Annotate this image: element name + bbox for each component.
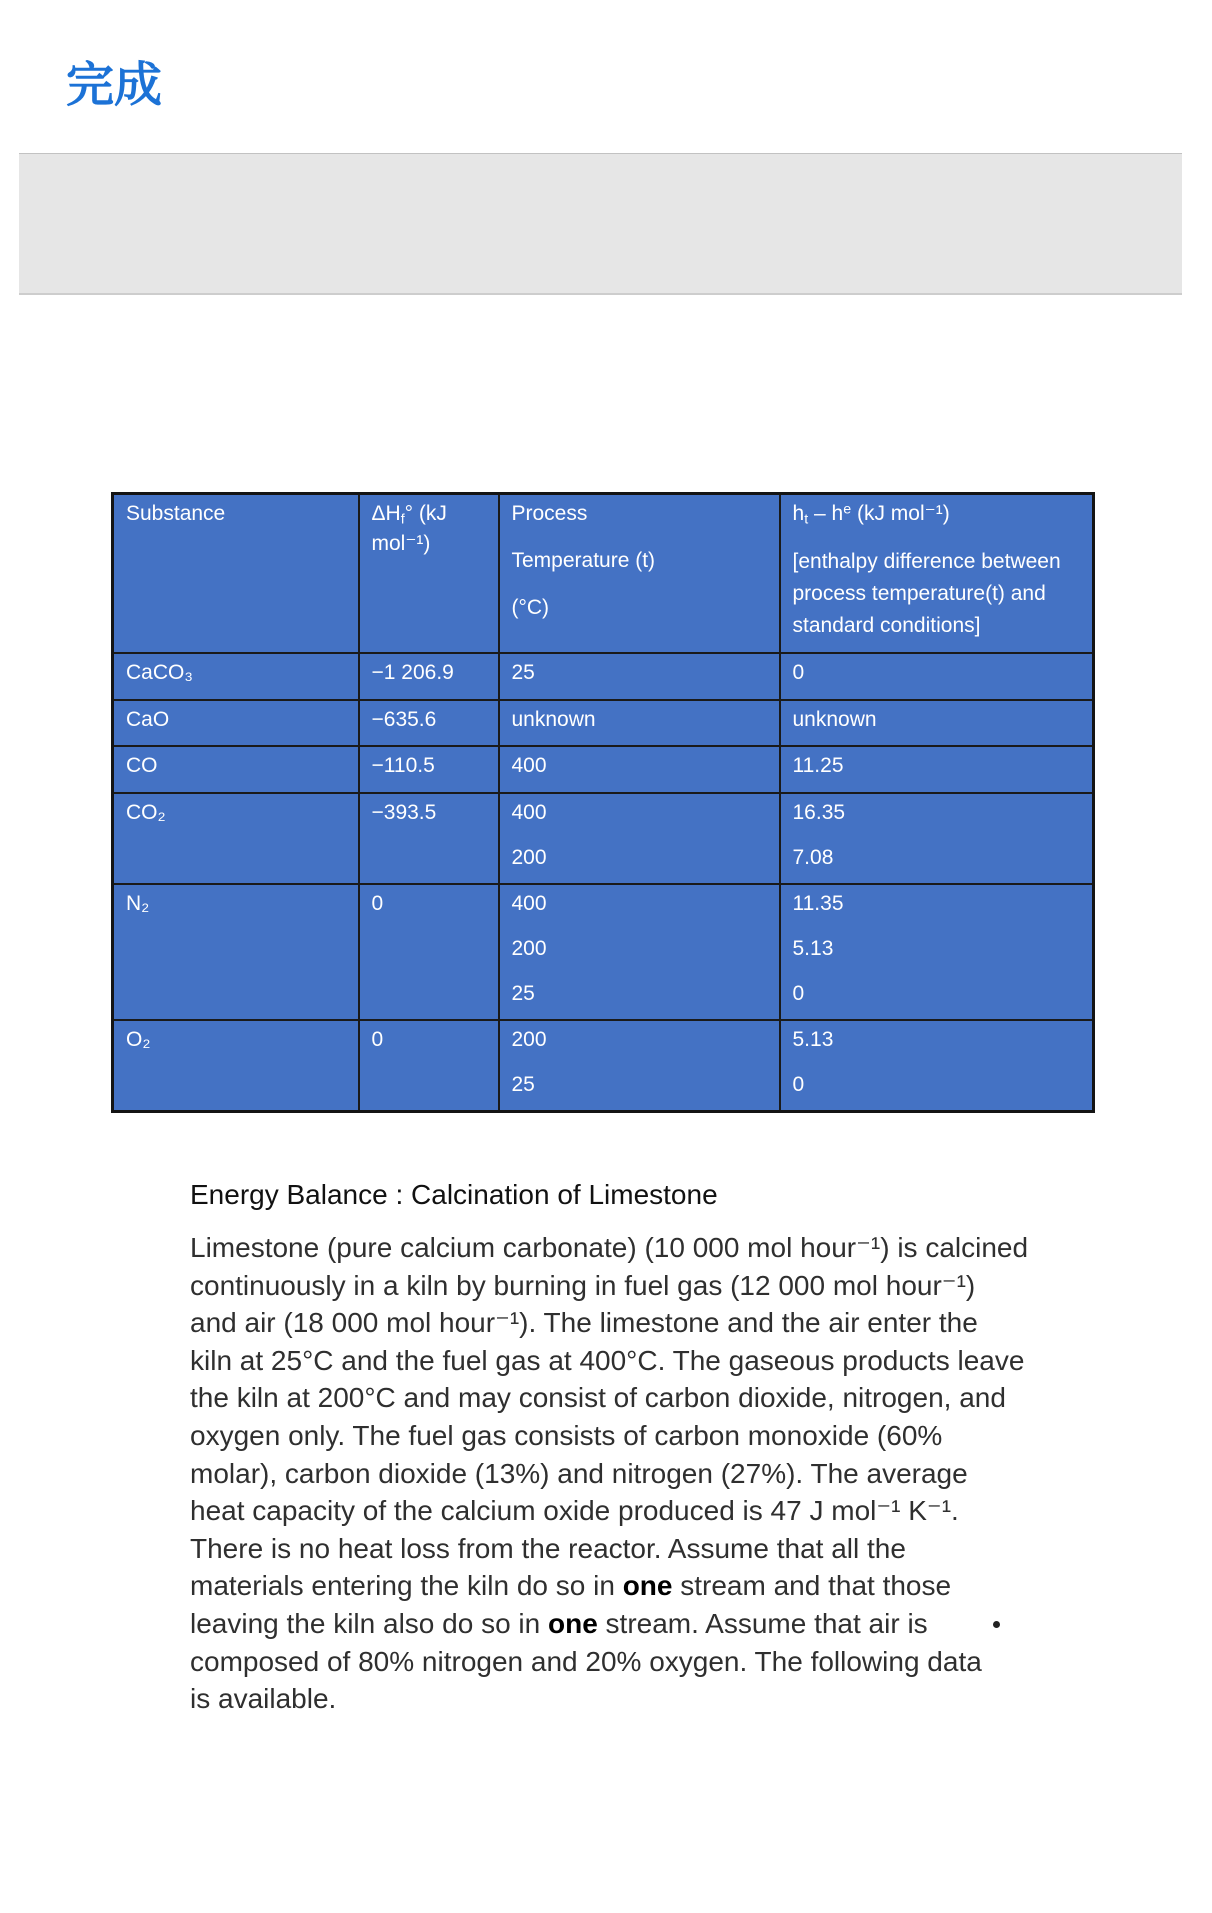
header-h-description bbox=[793, 546, 1083, 642]
article-line-text: leaving the kiln also do so in bbox=[190, 1607, 548, 1639]
header-enthalpy-formation bbox=[359, 494, 499, 653]
enthalpy-difference-value: 0 bbox=[792, 981, 805, 1005]
temperature-cell bbox=[499, 884, 780, 1020]
temperature-value: 25 bbox=[511, 1072, 535, 1096]
article-line: and air (18 000 mol hour⁻¹). The limestone and the air enter the bbox=[190, 1307, 978, 1339]
substance-cell: N₂ bbox=[113, 884, 359, 1020]
enthalpy-difference-value: 7.08 bbox=[792, 845, 834, 869]
table-row bbox=[113, 700, 1094, 746]
enthalpy-difference-value: 11.35 bbox=[792, 891, 844, 915]
temperature-cell bbox=[499, 793, 780, 884]
enthalpy-formation-cell: −110.5 bbox=[359, 746, 499, 793]
article-line: There is no heat loss from the reactor. Assume that all the bbox=[190, 1532, 906, 1564]
header-h-superscript: e bbox=[843, 501, 852, 518]
header-process-temperature bbox=[499, 494, 780, 653]
header-dh-symbol: ΔH bbox=[371, 502, 401, 525]
header-substance: Substance bbox=[113, 494, 359, 653]
article-line: molar), carbon dioxide (13%) and nitrogen (27%). The average bbox=[190, 1457, 968, 1489]
article-line: continuously in a kiln by burning in fuel gas (12 000 mol hour⁻¹) bbox=[190, 1269, 976, 1301]
header-dh-subscript: f bbox=[400, 511, 405, 528]
table-row bbox=[113, 793, 1094, 884]
header-dh-unit-start: ° (kJ bbox=[404, 502, 447, 525]
temperature-value: unknown bbox=[511, 707, 596, 731]
header-enthalpy-difference bbox=[780, 494, 1094, 653]
data-table-container bbox=[111, 492, 1092, 1113]
enthalpy-difference-cell bbox=[780, 884, 1094, 1020]
article-line: composed of 80% nitrogen and 20% oxygen. The following data bbox=[190, 1645, 982, 1677]
article-line: heat capacity of the calcium oxide produced is 47 J mol⁻¹ K⁻¹. bbox=[190, 1495, 959, 1527]
temperature-cell bbox=[499, 653, 780, 700]
enthalpy-difference-value: 5.13 bbox=[792, 936, 834, 960]
temperature-value: 400 bbox=[511, 753, 547, 777]
temperature-value: 200 bbox=[511, 845, 547, 869]
table-row bbox=[113, 653, 1094, 700]
enthalpy-difference-value: 0 bbox=[792, 660, 805, 684]
temperature-cell bbox=[499, 700, 780, 746]
temperature-value: 400 bbox=[511, 800, 547, 824]
enthalpy-formation-cell: 0 bbox=[359, 884, 499, 1020]
article-title: Energy Balance : Calcination of Limestone bbox=[190, 1179, 718, 1210]
substance-cell: CaO bbox=[113, 700, 359, 746]
article-line bbox=[190, 1605, 1028, 1643]
article-line bbox=[190, 1567, 1028, 1605]
enthalpy-difference-value: 16.35 bbox=[792, 800, 846, 824]
article-body bbox=[190, 1229, 1028, 1718]
enthalpy-difference-value: 11.25 bbox=[792, 753, 844, 777]
done-button[interactable]: 完成 bbox=[66, 57, 163, 113]
temperature-value: 400 bbox=[511, 891, 547, 915]
header-h-desc-line3: standard conditions] bbox=[792, 614, 981, 637]
substance-cell: CO bbox=[113, 746, 359, 793]
enthalpy-difference-cell bbox=[780, 746, 1094, 793]
article-line: the kiln at 200°C and may consist of carbon dioxide, nitrogen, and bbox=[190, 1382, 1006, 1414]
enthalpy-formation-cell: −1 206.9 bbox=[359, 653, 499, 700]
table-row bbox=[113, 746, 1094, 793]
header-dh-line2: mol⁻¹) bbox=[371, 532, 431, 555]
thermo-data-table bbox=[111, 492, 1095, 1113]
article-emphasis: one bbox=[622, 1570, 673, 1602]
article-line-text: materials entering the kiln do so in bbox=[190, 1570, 623, 1602]
article-line-text: stream. Assume that air is bbox=[597, 1607, 928, 1639]
enthalpy-difference-cell bbox=[780, 653, 1094, 700]
table-row bbox=[113, 1020, 1094, 1112]
table-header-row bbox=[113, 494, 1094, 653]
enthalpy-difference-value: unknown bbox=[792, 707, 877, 731]
bullet-dot bbox=[993, 1621, 1000, 1628]
article-line-text: stream and that those bbox=[672, 1570, 952, 1602]
enthalpy-formation-cell: 0 bbox=[359, 1020, 499, 1112]
header-h-desc-line1: [enthalpy difference between bbox=[792, 550, 1061, 573]
enthalpy-difference-cell bbox=[780, 793, 1094, 884]
temperature-value: 200 bbox=[511, 1027, 547, 1051]
table-row bbox=[113, 884, 1094, 1020]
header-h-minus: – h bbox=[808, 502, 844, 525]
enthalpy-formation-cell: −635.6 bbox=[359, 700, 499, 746]
enthalpy-formation-cell: −393.5 bbox=[359, 793, 499, 884]
header-h-unit: (kJ mol⁻¹) bbox=[851, 502, 950, 525]
article-emphasis: one bbox=[548, 1607, 598, 1639]
toolbar-area bbox=[19, 154, 1182, 295]
enthalpy-difference-cell bbox=[780, 700, 1094, 746]
enthalpy-difference-value: 5.13 bbox=[792, 1027, 834, 1051]
substance-cell: O₂ bbox=[113, 1020, 359, 1112]
article-line: oxygen only. The fuel gas consists of carbon monoxide (60% bbox=[190, 1419, 943, 1451]
temperature-value: 25 bbox=[511, 981, 535, 1005]
enthalpy-difference-value: 0 bbox=[792, 1072, 805, 1096]
header-h-subscript: t bbox=[804, 511, 809, 528]
header-dh-line1 bbox=[372, 499, 488, 529]
header-temp-line1: Process bbox=[511, 502, 588, 525]
enthalpy-difference-cell bbox=[780, 1020, 1094, 1112]
substance-cell: CO₂ bbox=[113, 793, 359, 884]
header-h-formula bbox=[793, 501, 1083, 526]
header-h-desc-line2: process temperature(t) and bbox=[792, 582, 1046, 605]
header-temp-line3: (°C) bbox=[511, 596, 550, 619]
article-line: Limestone (pure calcium carbonate) (10 000 mol hour⁻¹) is calcined bbox=[190, 1232, 1029, 1263]
article-line: is available. bbox=[190, 1683, 337, 1715]
header-h-symbol: h bbox=[792, 502, 805, 525]
header-temp-line2: Temperature (t) bbox=[511, 549, 656, 572]
temperature-cell bbox=[499, 746, 780, 793]
temperature-value: 200 bbox=[511, 936, 547, 960]
article-line: kiln at 25°C and the fuel gas at 400°C. The gaseous products leave bbox=[190, 1344, 1025, 1376]
temperature-cell bbox=[499, 1020, 780, 1112]
temperature-value: 25 bbox=[511, 660, 535, 684]
substance-cell: CaCO₃ bbox=[113, 653, 359, 700]
